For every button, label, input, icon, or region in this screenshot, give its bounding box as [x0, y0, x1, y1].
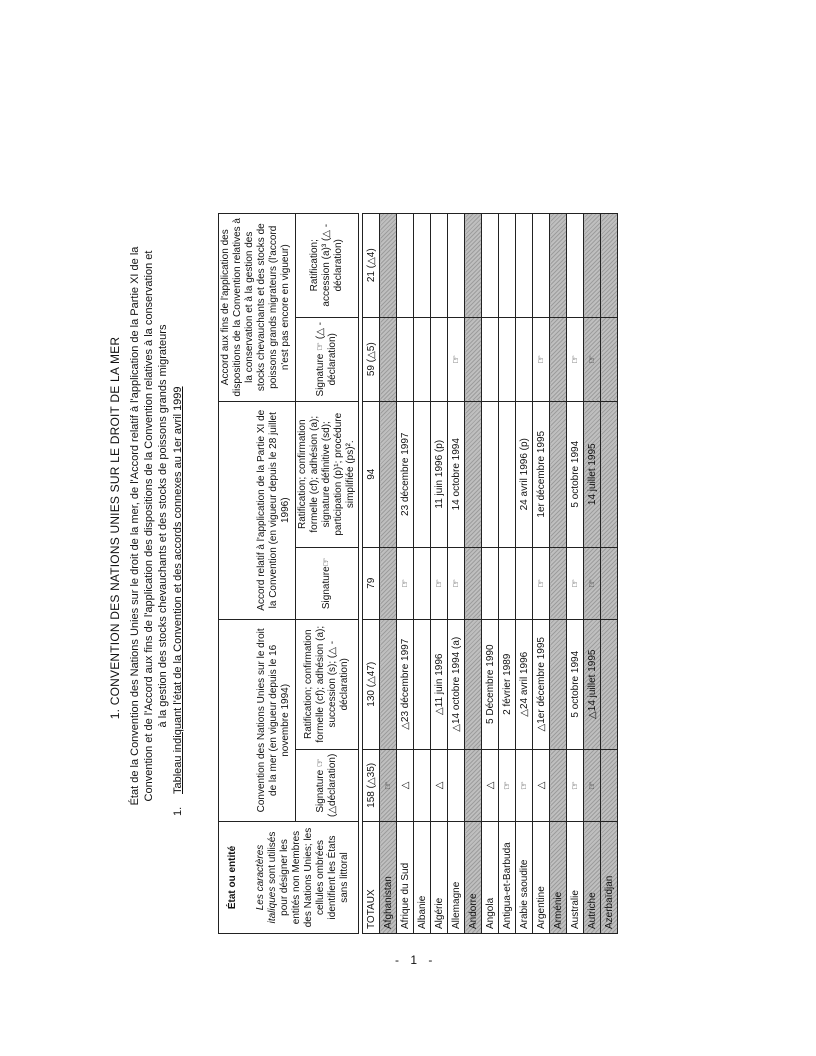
value-cell: ☞: [431, 547, 448, 619]
value-cell: [380, 401, 397, 547]
table-row: [482, 213, 499, 933]
value-cell: ☞: [448, 317, 465, 401]
totals-row: [363, 213, 380, 933]
value-cell: ☞: [448, 547, 465, 619]
value-cell: [465, 401, 482, 547]
value-cell: [550, 213, 567, 317]
value-cell: [499, 213, 516, 317]
table-row: [516, 213, 533, 933]
table-row: [414, 213, 431, 933]
state-name-cell: Algérie: [431, 822, 448, 934]
table-row: [550, 213, 567, 933]
totals-cell: 21 (△4): [363, 213, 380, 317]
value-cell: 11 juin 1996 (p): [431, 401, 448, 547]
value-cell: [380, 317, 397, 401]
value-cell: 24 avril 1996 (p): [516, 401, 533, 547]
state-name-cell: Azerbaïdjan: [601, 822, 618, 934]
status-table: [218, 213, 618, 934]
state-name-cell: Afghanistan: [380, 822, 397, 934]
value-cell: [601, 317, 618, 401]
state-name-cell: Argentine: [533, 822, 550, 934]
state-column-header: [219, 822, 359, 934]
value-cell: [465, 547, 482, 619]
value-cell: [499, 401, 516, 547]
state-name-cell: Autriche: [584, 822, 601, 934]
value-cell: 14 juillet 1995: [584, 401, 601, 547]
group-header-fish-stocks: Accord aux fins de l'application des dispositions de la Convention relatives à la conservation et à la gestion des stocks chevauchants et des stocks de poissons grands migrateurs (l'accord n'est pas encore en vigueur): [219, 213, 296, 401]
value-cell: ☞: [499, 749, 516, 821]
value-cell: ☞: [567, 547, 584, 619]
value-cell: △24 avril 1996: [516, 619, 533, 749]
state-name-cell: Afrique du Sud: [397, 822, 414, 934]
subheader-ratification-fish-stocks: Ratification; accession (a)³ (△ - déclaration): [296, 213, 359, 317]
value-cell: △1er décembre 1995: [533, 619, 550, 749]
value-cell: △: [397, 749, 414, 821]
value-cell: [499, 317, 516, 401]
value-cell: 5 octobre 1994: [567, 619, 584, 749]
table-row: [499, 213, 516, 933]
value-cell: ☞: [567, 317, 584, 401]
value-cell: ☞: [397, 547, 414, 619]
value-cell: [380, 213, 397, 317]
value-cell: [448, 213, 465, 317]
group-header-part-xi: Accord relatif à l'application de la Partie XI de la Convention (en vigueur depuis le 28 juillet 1996): [219, 401, 296, 619]
value-cell: ☞: [584, 317, 601, 401]
value-cell: ☞: [533, 317, 550, 401]
value-cell: 2 février 1989: [499, 619, 516, 749]
value-cell: [584, 213, 601, 317]
value-cell: [482, 317, 499, 401]
value-cell: ☞: [533, 547, 550, 619]
page-number: - 1 -: [395, 953, 437, 967]
value-cell: 23 décembre 1997: [397, 401, 414, 547]
value-cell: [465, 213, 482, 317]
value-cell: [550, 619, 567, 749]
state-name-cell: Andorre: [465, 822, 482, 934]
value-cell: [380, 619, 397, 749]
value-cell: [414, 619, 431, 749]
state-name-cell: Allemagne: [448, 822, 465, 934]
subheader-ratification-part-xi: Ratification; confirmation formelle (cf); adhésion (a); signature définitive (sd); participation (p)¹; procédure simplifiée (ps)².: [296, 401, 359, 547]
value-cell: [482, 401, 499, 547]
value-cell: [482, 213, 499, 317]
group-header-convention: Convention des Nations Unies sur le droit de la mer (en vigueur depuis le 16 novembre 1994): [219, 619, 296, 821]
value-cell: [601, 213, 618, 317]
value-cell: [550, 401, 567, 547]
value-cell: [550, 317, 567, 401]
intro-paragraph: État de la Convention des Nations Unies sur le droit de la mer, de l'Accord relatif à l'application de la Partie XI de la Convention et de l'Accord aux fins de l'application des dispositions de la Convention relatives à la conservation et à la gestion des stocks chevauchants et des stocks de poissons grands migrateurs: [129, 246, 169, 806]
value-cell: ☞: [584, 749, 601, 821]
value-cell: [414, 401, 431, 547]
value-cell: [380, 547, 397, 619]
caption-number: 1.: [172, 806, 184, 816]
value-cell: [431, 317, 448, 401]
table-caption: [172, 386, 184, 816]
value-cell: [601, 401, 618, 547]
table-row: [567, 213, 584, 933]
document-title: 1. CONVENTION DES NATIONS UNIES SUR LE DROIT DE LA MER: [108, 336, 122, 720]
table-row: [380, 213, 397, 933]
totals-cell: 94: [363, 401, 380, 547]
value-cell: △11 juin 1996: [431, 619, 448, 749]
value-cell: 5 octobre 1994: [567, 401, 584, 547]
value-cell: ☞: [380, 749, 397, 821]
totals-cell: 158 (△35): [363, 749, 380, 821]
table-row: [533, 213, 550, 933]
value-cell: △23 décembre 1997: [397, 619, 414, 749]
value-cell: [448, 749, 465, 821]
value-cell: ☞: [516, 749, 533, 821]
value-cell: [601, 749, 618, 821]
value-cell: [414, 749, 431, 821]
value-cell: [397, 213, 414, 317]
caption-text: Tableau indiquant l'état de la Convention et des accords connexes au 1er avril 1999: [172, 386, 184, 794]
totals-label: TOTAUX: [363, 822, 380, 934]
value-cell: [414, 317, 431, 401]
value-cell: 5 Décembre 1990: [482, 619, 499, 749]
value-cell: [414, 547, 431, 619]
value-cell: [567, 213, 584, 317]
state-note: sont utilisés pour désigner les entités non Membres des Nations Unies; les cellules ombrées identifient les États sans littoral: [266, 827, 350, 928]
totals-cell: 59 (△5): [363, 317, 380, 401]
state-name-cell: Albanie: [414, 822, 431, 934]
value-cell: △: [482, 749, 499, 821]
value-cell: [414, 213, 431, 317]
totals-cell: 130 (△47): [363, 619, 380, 749]
table-row: [397, 213, 414, 933]
value-cell: [397, 317, 414, 401]
value-cell: [482, 547, 499, 619]
value-cell: [465, 749, 482, 821]
subheader-signature-convention: Signature ☞ (△déclaration): [296, 749, 359, 821]
subheader-ratification-convention: Ratification; confirmation formelle (cf); adhésion (a); succession (s); (△ - déclaration): [296, 619, 359, 749]
state-name-cell: Antigua-et-Barbuda: [499, 822, 516, 934]
value-cell: [550, 749, 567, 821]
totals-cell: 79: [363, 547, 380, 619]
value-cell: [601, 619, 618, 749]
value-cell: [516, 213, 533, 317]
value-cell: [516, 547, 533, 619]
state-name-cell: Arabie saoudite: [516, 822, 533, 934]
value-cell: [533, 213, 550, 317]
state-name-cell: Arménie: [550, 822, 567, 934]
state-note-italic: Les caractères italiques: [254, 844, 278, 924]
table-row: [448, 213, 465, 933]
value-cell: ☞: [567, 749, 584, 821]
state-header-label: État ou entité: [226, 845, 238, 910]
table-row: [601, 213, 618, 933]
table-row: [465, 213, 482, 933]
value-cell: [499, 547, 516, 619]
value-cell: [601, 547, 618, 619]
value-cell: [431, 213, 448, 317]
table-row: [584, 213, 601, 933]
subheader-signature-part-xi: Signature☞: [296, 547, 359, 619]
table-body: [363, 213, 618, 933]
value-cell: [516, 317, 533, 401]
value-cell: △14 octobre 1994 (a): [448, 619, 465, 749]
value-cell: 14 octobre 1994: [448, 401, 465, 547]
value-cell: △14 juillet 1995: [584, 619, 601, 749]
table-row: [431, 213, 448, 933]
value-cell: [550, 547, 567, 619]
subheader-signature-fish-stocks: Signature ☞ (△ - déclaration): [296, 317, 359, 401]
value-cell: ☞: [584, 547, 601, 619]
state-name-cell: Australie: [567, 822, 584, 934]
state-name-cell: Angola: [482, 822, 499, 934]
value-cell: △: [533, 749, 550, 821]
value-cell: 1er décembre 1995: [533, 401, 550, 547]
value-cell: [465, 317, 482, 401]
value-cell: [465, 619, 482, 749]
value-cell: △: [431, 749, 448, 821]
